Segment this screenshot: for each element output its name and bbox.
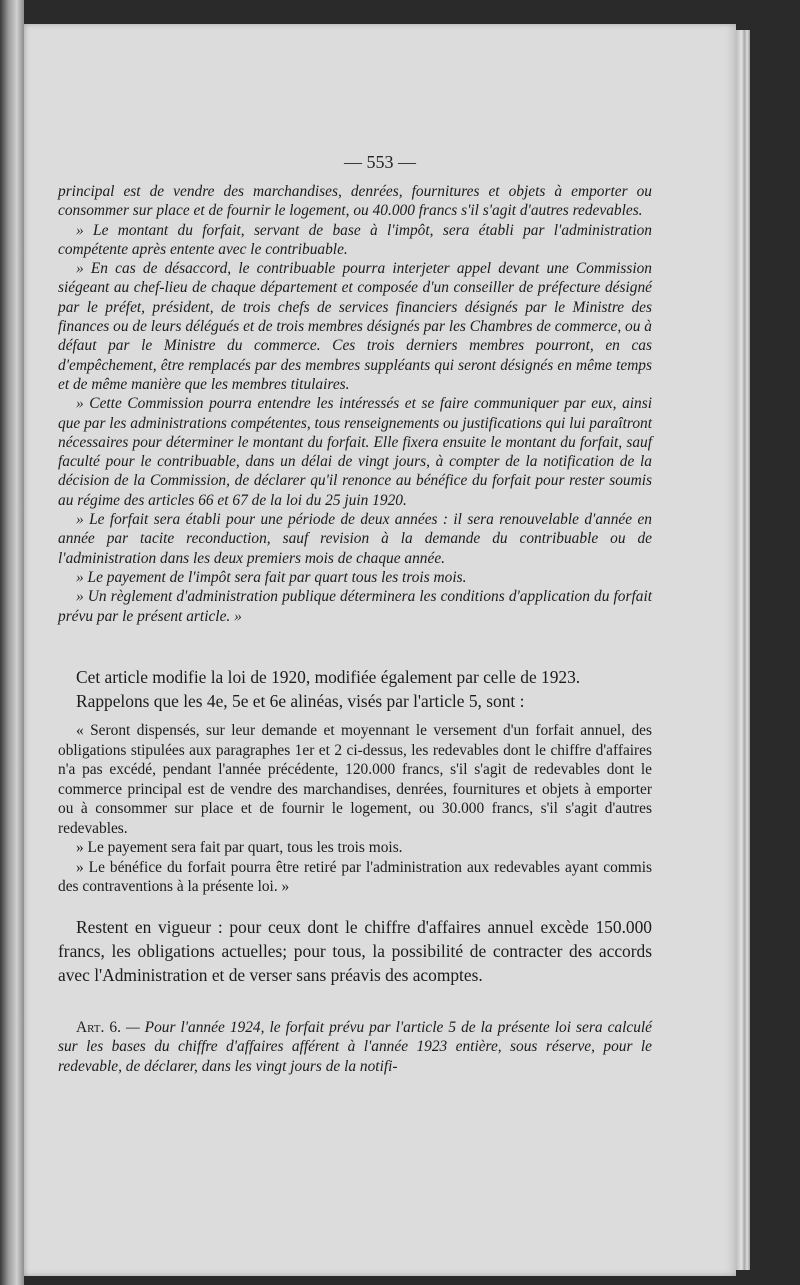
- commentary-block: [58, 665, 652, 713]
- article-text: — Pour l'année 1924, le forfait prévu par l'article 5 de la présente loi sera calculé sur les bases du chiffre d'affaires afférent à l'année 1923 entière, sous réserve, pour le redevable, de déclarer, dans les vingt jours de la notifi-: [58, 1019, 653, 1075]
- law-text-block: [58, 182, 652, 626]
- paragraph: » Cette Commission pourra entendre les intéressés et se faire communiquer par eux, ainsi que par les administrations compétentes, tous renseignements ou justifications qui lui paraîtront nécessaires pour déterminer le montant du forfait. Elle fixera ensuite le montant du forfait, sauf faculté pour le contribuable, dans un délai de vingt jours, à compter de la notification de la décision de la Commission, de déclarer qu'il renonce au bénéfice du forfait pour rester soumis au régime des articles 66 et 67 de la loi du 25 juin 1920.: [58, 395, 652, 509]
- paragraph: Rappelons que les 4e, 5e et 6e alinéas, visés par l'article 5, sont :: [76, 691, 525, 711]
- paragraph: » Le bénéfice du forfait pourra être retiré par l'administration aux redevables ayant commis des contraventions à la présente loi. »: [58, 858, 652, 895]
- paragraph: » Le payement de l'impôt sera fait par quart tous les trois mois.: [76, 568, 467, 586]
- paragraph: [58, 1018, 652, 1076]
- commentary-block-2: [58, 915, 652, 987]
- paragraph: » Le payement sera fait par quart, tous les trois mois.: [76, 839, 403, 856]
- paragraph: » Le forfait sera établi pour une période de deux années : il sera renouvelable d'année en année par tacite reconduction, sauf revision à la demande du contribuable ou de l'administration dans les deux premiers mois de chaque année.: [58, 511, 652, 567]
- article-label: Art. 6.: [76, 1019, 121, 1036]
- adjacent-page-edge: [0, 0, 24, 1285]
- page-number: — 553 —: [344, 152, 416, 172]
- paragraph: Restent en vigueur : pour ceux dont le chiffre d'affaires annuel excède 150.000 francs, les obligations actuelles; pour tous, la possibilité de contracter des accords avec l'Administration et de verser sans préavis des acomptes.: [58, 917, 652, 985]
- article-6-block: [58, 1018, 652, 1076]
- quoted-law-block: [58, 721, 652, 897]
- page-stack-edge: [736, 30, 750, 1270]
- paragraph: « Seront dispensés, sur leur demande et moyennant le versement d'un forfait annuel, des obligations stipulées aux paragraphes 1er et 2 ci-dessus, les redevables dont le chiffre d'affaires n'a pas excédé, pendant l'année précédente, 120.000 francs, s'il s'agit de redevables dont le commerce principal est de vendre des marchandises, denrées, fournitures et objets à emporter ou à consommer sur place et de fournir le logement, ou 30.000 francs, s'il s'agit d'autres redevables.: [58, 722, 652, 837]
- paragraph: Cet article modifie la loi de 1920, modifiée également par celle de 1923.: [76, 667, 581, 687]
- paragraph: » En cas de désaccord, le contribuable pourra interjeter appel devant une Commission siégeant au chef-lieu de chaque département et composée d'un conseiller de préfecture désigné par le préfet, président, de trois chefs de services financiers désignés par le Ministre des finances ou de leurs délégués et de trois membres désignés par les Chambres de commerce, ou à défaut par le Ministre du commerce. Ces trois derniers membres pourront, en cas d'empêchement, être remplacés par des membres suppléants qui seront désignés en même temps et de même manière que les membres titulaires.: [58, 260, 652, 393]
- document-page: [24, 24, 736, 1276]
- paragraph: » Le montant du forfait, servant de base à l'impôt, sera établi par l'administration compétente après entente avec le contribuable.: [58, 221, 652, 258]
- paragraph: » Un règlement d'administration publique déterminera les conditions d'application du forfait prévu par le présent article. »: [58, 588, 652, 625]
- paragraph: principal est de vendre des marchandises, denrées, fournitures et objets à emporter ou consommer sur place et de fournir le logement, ou 40.000 francs s'il s'agit d'autres redevables.: [58, 183, 652, 220]
